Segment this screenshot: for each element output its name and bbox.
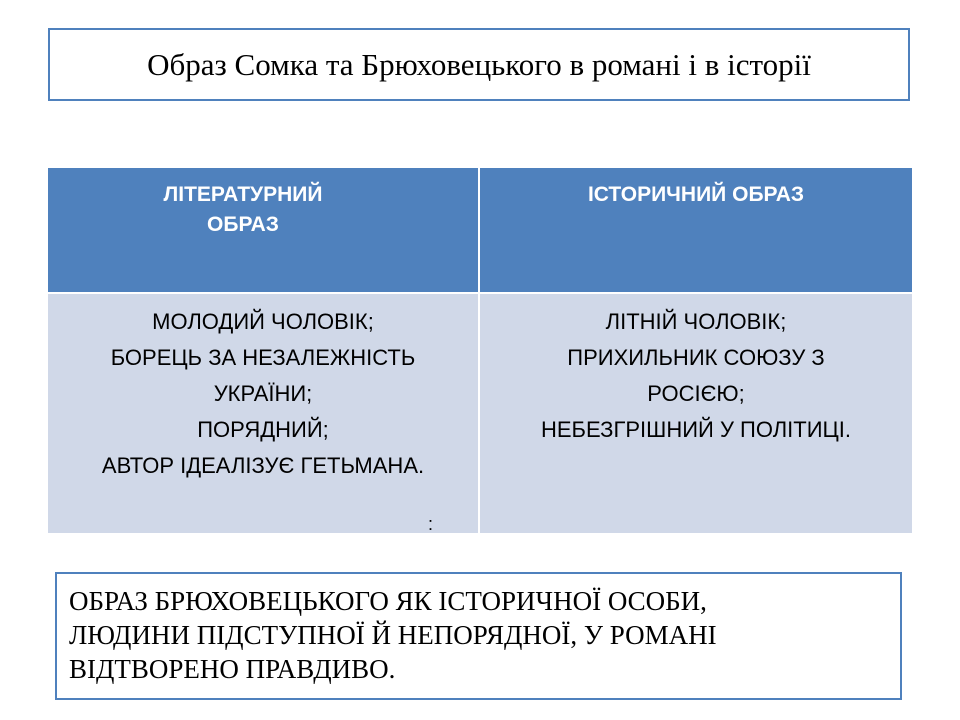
header-left-line: ОБРАЗ <box>207 213 279 236</box>
historical-image-cell <box>480 292 912 533</box>
literary-line: ПОРЯДНИЙ; <box>197 417 329 442</box>
conclusion-line: ВІДТВОРЕНО ПРАВДИВО. <box>69 654 396 684</box>
header-right-line: ІСТОРИЧНИЙ ОБРАЗ <box>587 183 805 206</box>
conclusion-line: ОБРАЗ БРЮХОВЕЦЬКОГО ЯК ІСТОРИЧНОЇ ОСОБИ, <box>69 586 707 616</box>
literary-line: МОЛОДИЙ ЧОЛОВІК; <box>152 309 374 334</box>
historical-line: ПРИХИЛЬНИК СОЮЗУ З <box>567 345 825 370</box>
literary-image-cell <box>48 292 480 533</box>
conclusion-line: ЛЮДИНИ ПІДСТУПНОЇ Й НЕПОРЯДНОЇ, У РОМАНІ <box>69 620 717 650</box>
slide-title-box <box>48 28 910 101</box>
comparison-table <box>48 168 912 533</box>
literary-line: БОРЕЦЬ ЗА НЕЗАЛЕЖНІСТЬ <box>110 345 416 370</box>
literary-line: АВТОР ІДЕАЛІЗУЄ ГЕТЬМАНА. <box>101 453 425 478</box>
historical-line: РОСІЄЮ; <box>647 381 745 406</box>
header-historical-image <box>480 168 912 292</box>
header-literary-image <box>48 168 480 292</box>
stray-colon-mark: : <box>428 514 434 534</box>
header-left-line: ЛІТЕРАТУРНИЙ <box>163 183 323 206</box>
historical-line: НЕБЕЗГРІШНИЙ У ПОЛІТИЦІ. <box>540 417 852 442</box>
conclusion-box <box>55 572 902 700</box>
historical-line: ЛІТНІЙ ЧОЛОВІК; <box>605 309 787 334</box>
slide-title: Образ Сомка та Брюховецького в романі і в історії <box>147 46 811 82</box>
literary-line: УКРАЇНИ; <box>213 381 313 406</box>
